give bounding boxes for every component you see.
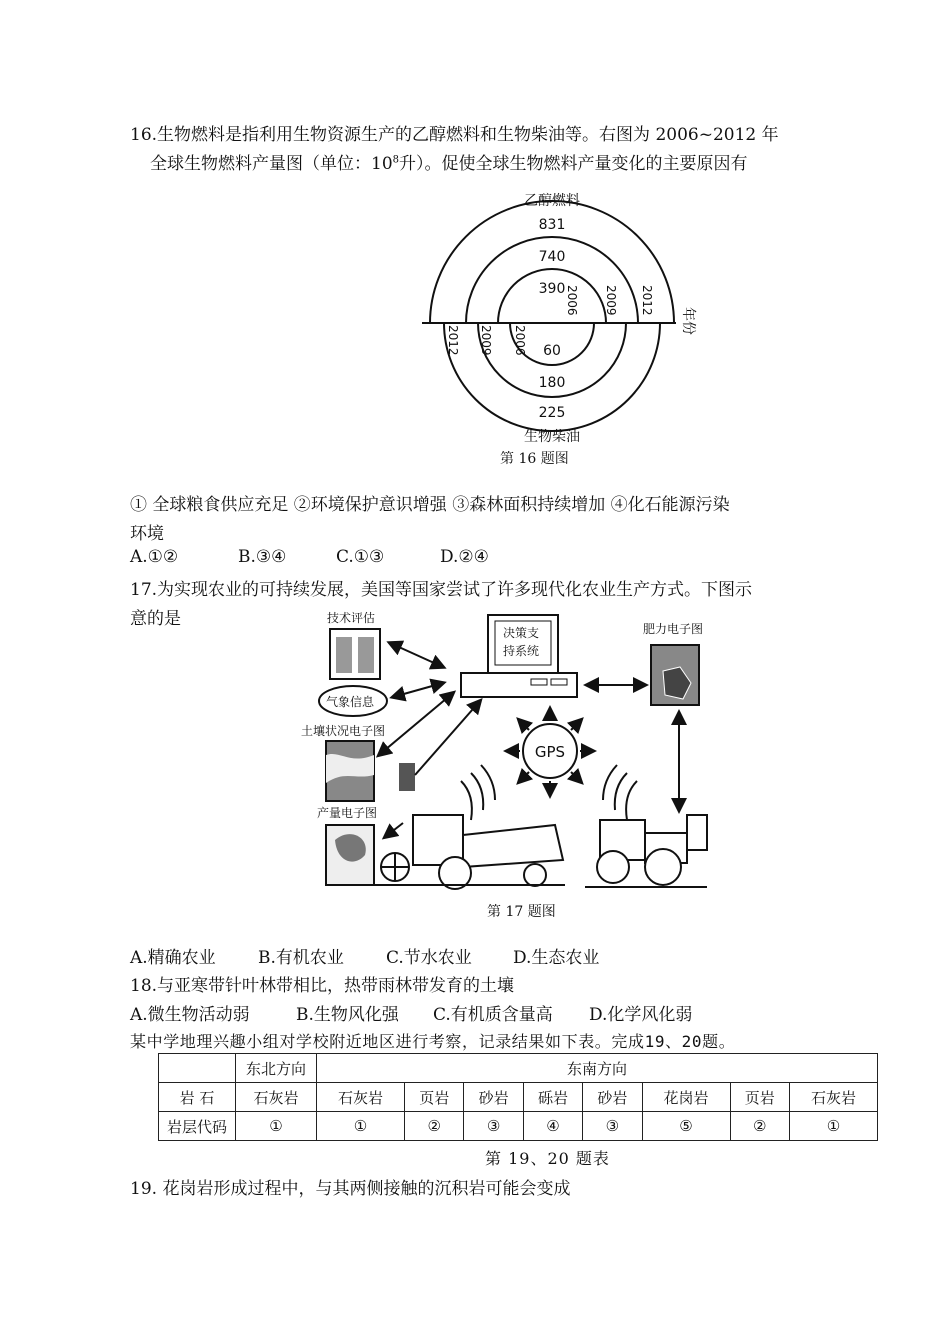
fig16-year-bottom-2012: 2012: [446, 325, 460, 356]
q16-options: [130, 547, 489, 567]
fig17-tech-eval-icon: [330, 629, 380, 679]
q16-option-c[interactable]: C.①③: [336, 547, 385, 567]
fig17-soil-map-label: 土壤状况电子图: [301, 724, 386, 738]
fig16-year-bottom-2009: 2009: [479, 325, 493, 356]
q16-option-a[interactable]: A.①②: [130, 547, 179, 567]
fig16-axis-label: 年份: [680, 307, 696, 335]
fig17-fert-map-icon: [651, 645, 699, 705]
fig17-weather-icon: [319, 686, 387, 716]
q17-option-d[interactable]: D.生态农业: [513, 948, 600, 968]
table-cell: 砂岩: [464, 1083, 523, 1112]
table-row: [159, 1112, 878, 1141]
table-cell: ①: [789, 1112, 877, 1141]
table-row: [159, 1054, 878, 1083]
table-cell: 砾岩: [523, 1083, 582, 1112]
table-cell: ②: [405, 1112, 464, 1141]
q16-option-b[interactable]: B.③④: [238, 547, 287, 567]
table-cell: 砂岩: [583, 1083, 642, 1112]
table-cell: ①: [236, 1112, 317, 1141]
q16-line2: [150, 149, 748, 174]
fig16-top-label: 乙醇燃料: [524, 193, 580, 209]
fig16-top-value-2009: 740: [538, 249, 566, 265]
table-cell: ①: [317, 1112, 405, 1141]
table-cell: 石灰岩: [317, 1083, 405, 1112]
table-row: [159, 1083, 878, 1112]
q17-options: [130, 943, 599, 968]
q18-option-b[interactable]: B.生物风化强: [296, 1005, 399, 1025]
fig17-caption: 第 17 题图: [487, 904, 556, 920]
fig16-year-top-2009: 2009: [604, 285, 618, 316]
q16-line2a: 全球生物燃料产量图（单位：10: [150, 154, 393, 174]
q17-option-c[interactable]: C.节水农业: [386, 948, 472, 968]
fig16-chart: [410, 185, 710, 470]
q19-line1: 19. 花岗岩形成过程中，与其两侧接触的沉积岩可能会变成: [130, 1179, 571, 1199]
fig17-tractor-icon: [585, 815, 707, 887]
table-cell: 页岩: [405, 1083, 464, 1112]
table-header-se: 东南方向: [317, 1054, 878, 1083]
fig16-bottom-value-2012: 225: [538, 405, 566, 421]
q18-line1: 18.与亚寒带针叶林带相比，热带雨林带发育的土壤: [130, 976, 515, 996]
q18-option-a[interactable]: A.微生物活动弱: [130, 1005, 250, 1025]
fig17-dss-line1: 决策支: [503, 626, 540, 640]
fig17-dss-line2: 持系统: [503, 644, 540, 658]
fig16-bottom-value-2009: 180: [538, 375, 566, 391]
fig17-weather-label: 气象信息: [326, 695, 375, 709]
table-cell: 页岩: [730, 1083, 789, 1112]
fig16-top-value-2012: 831: [538, 217, 566, 233]
q16-unit-exponent: 8: [392, 154, 400, 166]
fig17-diagram: [295, 605, 725, 895]
table-caption: 第 19、20 题表: [485, 1149, 610, 1168]
q18-option-d[interactable]: D.化学风化弱: [589, 1005, 693, 1025]
table-cell: ②: [730, 1112, 789, 1141]
fig17-gps-label: GPS: [534, 743, 566, 761]
table-row-label-code: 岩层代码: [159, 1112, 236, 1141]
q16-choices-line1: ① 全球粮食供应充足 ②环境保护意识增强 ③森林面积持续增加 ④化石能源污染: [130, 495, 730, 515]
q18-options: [130, 1000, 692, 1025]
table-row-label-rock: 岩 石: [159, 1083, 236, 1112]
fig17-fert-map-label: 肥力电子图: [643, 622, 704, 636]
q16-line2b: 升）。促使全球生物燃料产量变化的主要原因有: [399, 154, 748, 174]
fig16-caption: 第 16 题图: [500, 451, 569, 467]
table-cell: ④: [523, 1112, 582, 1141]
q18-option-c[interactable]: C.有机质含量高: [433, 1005, 553, 1025]
q17-option-b[interactable]: B.有机农业: [258, 948, 344, 968]
table-cell: ③: [583, 1112, 642, 1141]
q17-line1: 17.为实现农业的可持续发展，美国等国家尝试了许多现代化农业生产方式。下图示: [130, 580, 753, 600]
q17-line2: 意的是: [130, 609, 181, 629]
fig17-harvester-icon: [375, 815, 565, 889]
fig17-tech-eval-label: 技术评估: [327, 611, 376, 625]
table-cell-empty: [159, 1054, 236, 1083]
table-cell: 石灰岩: [236, 1083, 317, 1112]
q16-option-d[interactable]: D.②④: [440, 547, 489, 567]
table-cell: ⑤: [642, 1112, 730, 1141]
table-cell: 石灰岩: [789, 1083, 877, 1112]
fig16-year-top-2006: 2006: [565, 285, 579, 316]
table-cell: 花岗岩: [642, 1083, 730, 1112]
fig17-computer-icon: [461, 615, 577, 697]
fig17-yield-map-label: 产量电子图: [317, 806, 378, 820]
fig16-bottom-value-2006: 60: [543, 343, 561, 359]
fig16-year-top-2012: 2012: [640, 285, 654, 316]
rock-table: [158, 1053, 878, 1141]
q17-option-a[interactable]: A.精确农业: [130, 948, 216, 968]
table-cell: ③: [464, 1112, 523, 1141]
q16-line1: 16.生物燃料是指利用生物资源生产的乙醇燃料和生物柴油等。右图为 2006~2012 年: [130, 125, 779, 145]
fig16-top-value-2006: 390: [538, 281, 566, 297]
q16-choices-line2: 环境: [130, 524, 164, 544]
fig17-soil-map-icon: [326, 741, 415, 801]
fig16-bottom-label: 生物柴油: [524, 429, 580, 445]
intro-19-20: 某中学地理兴趣小组对学校附近地区进行考察，记录结果如下表。完成19、20题。: [130, 1032, 736, 1051]
fig16-year-bottom-2006: 2006: [513, 325, 527, 356]
fig17-yield-map-icon: [326, 825, 374, 885]
fig17-gps-icon: [507, 709, 593, 795]
table-header-ne: 东北方向: [236, 1054, 317, 1083]
